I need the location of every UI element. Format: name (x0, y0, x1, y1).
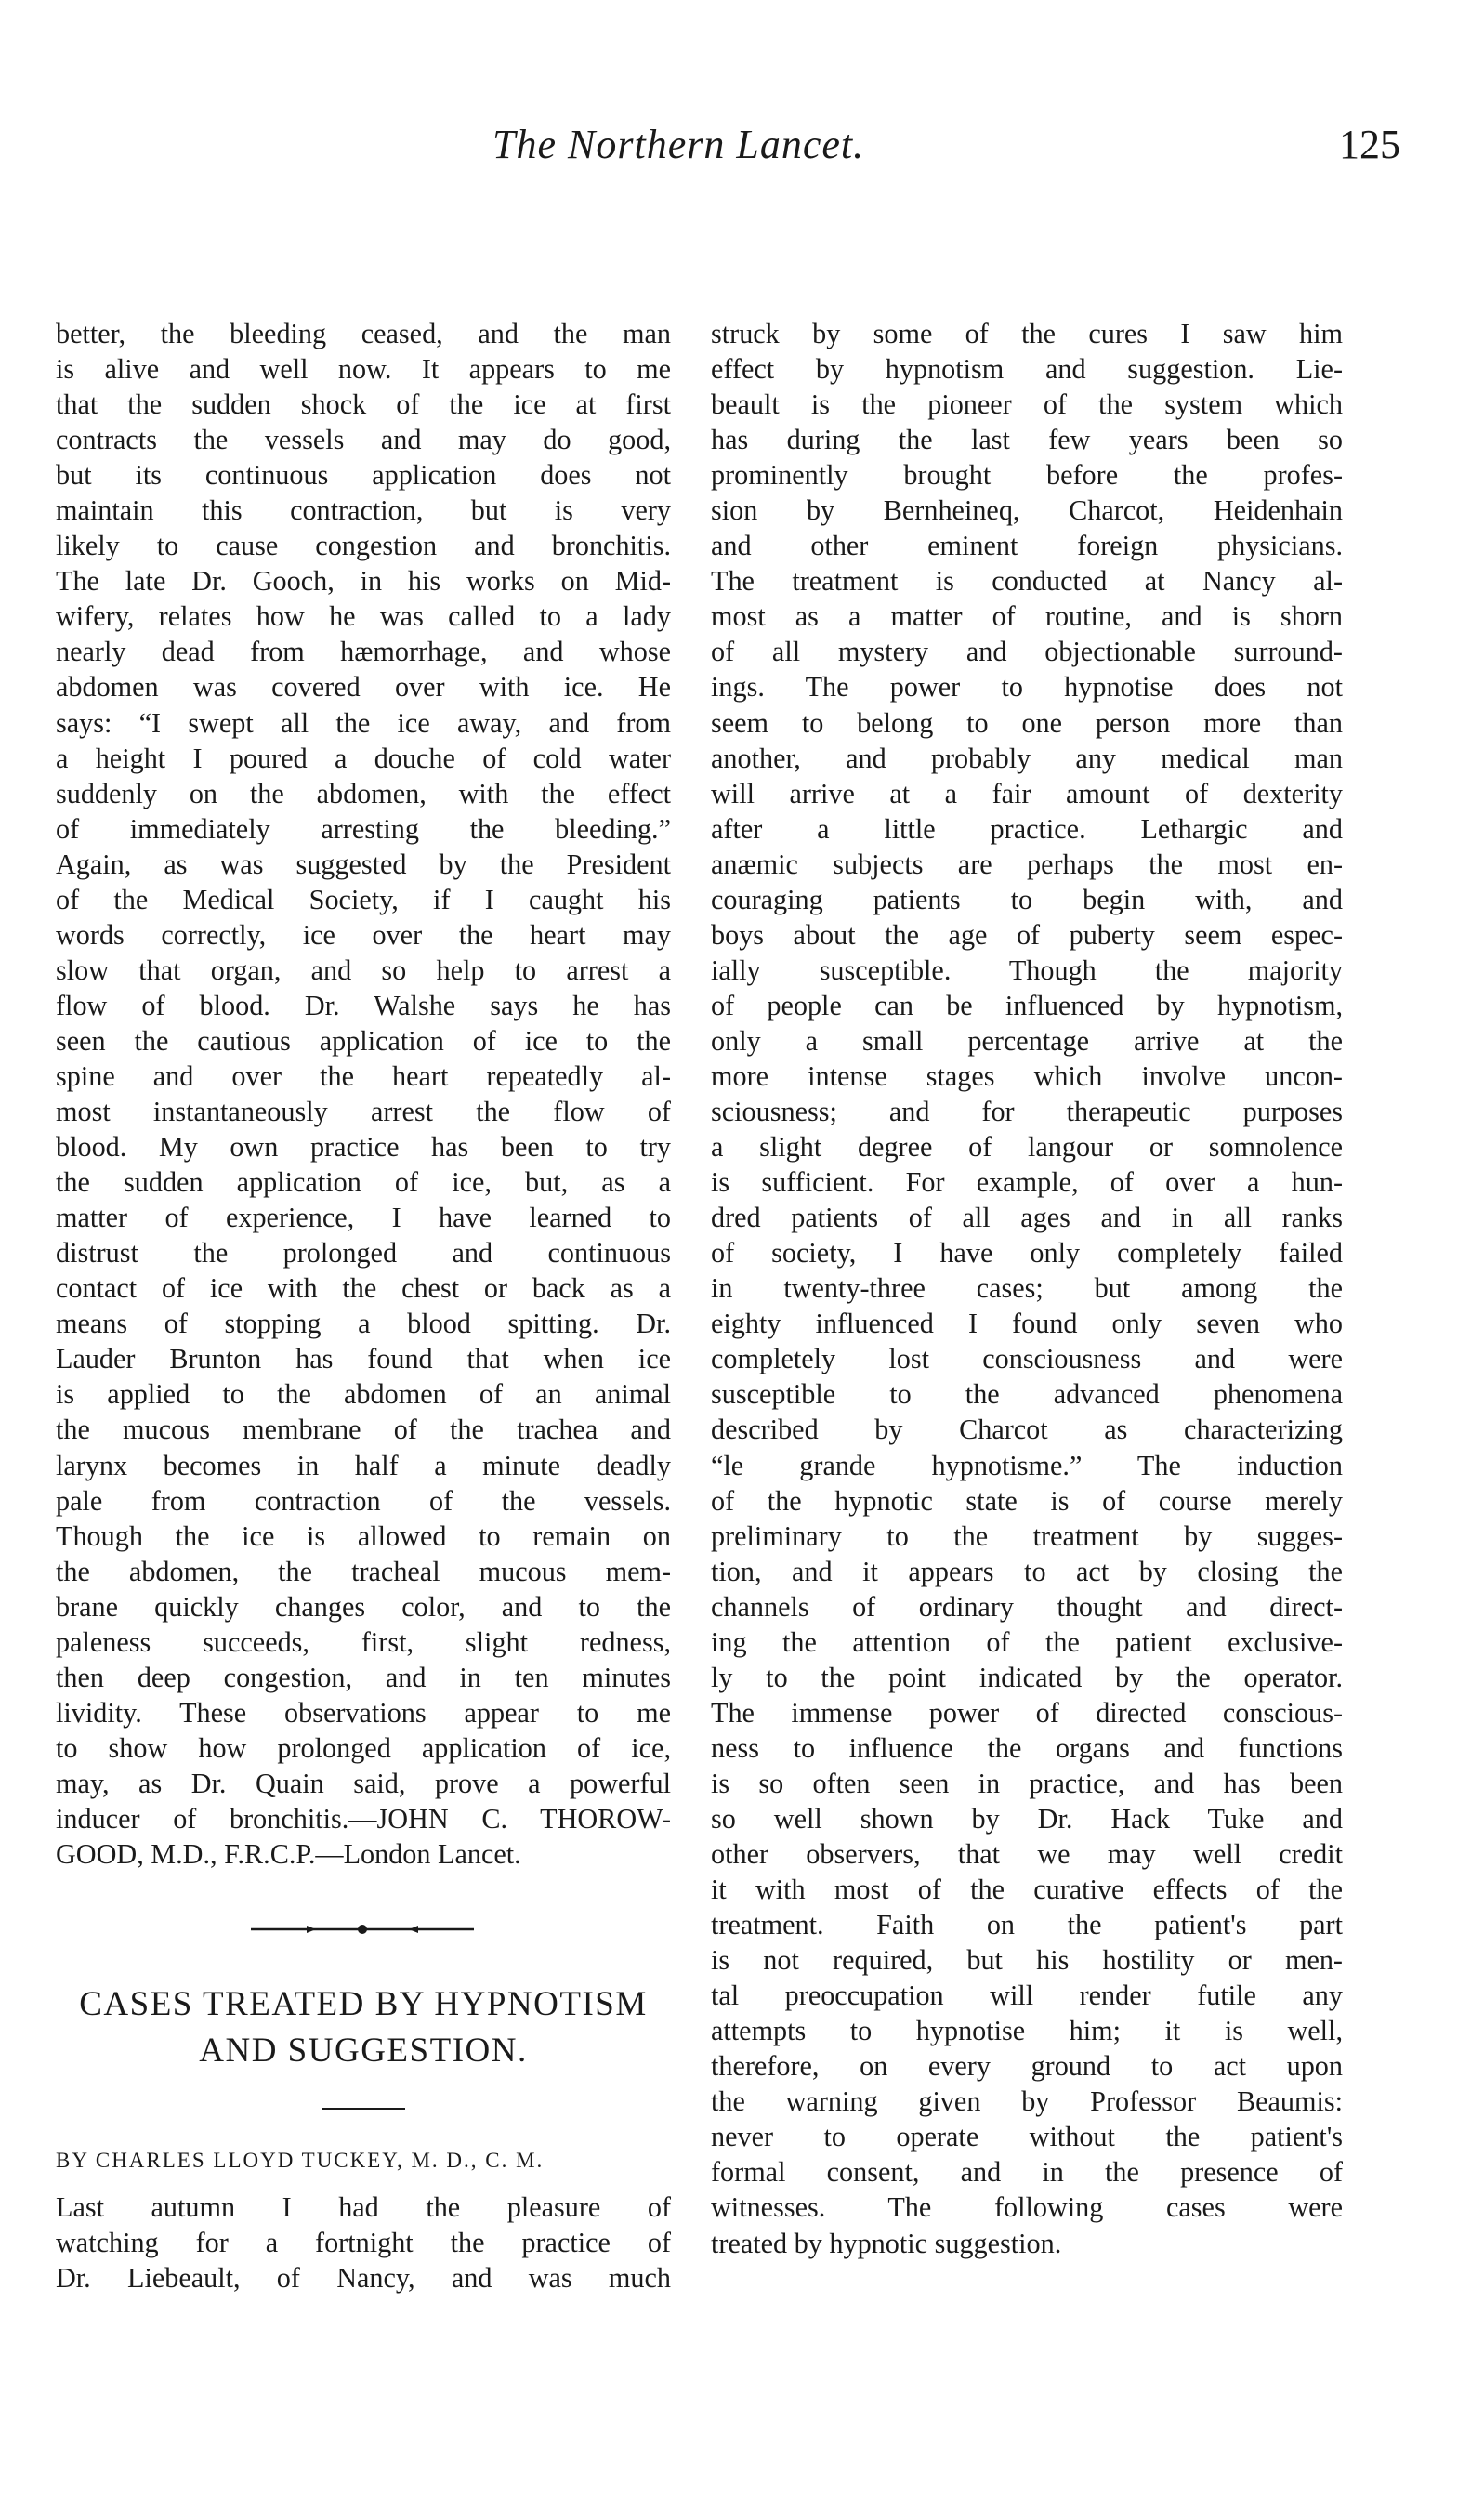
text-line: is alive and well now. It appears to me (56, 353, 671, 386)
text-line: never to operate without the patient's (711, 2121, 1343, 2153)
text-line: a height I poured a douche of cold water (56, 742, 671, 774)
text-line: wifery, relates how he was called to a lady (56, 600, 671, 633)
text-line: likely to cause congestion and bronchitis. (56, 530, 671, 562)
right-column (711, 316, 1343, 2261)
text-line: of people can be influenced by hypnotism, (711, 989, 1343, 1021)
text-line: says: “I swept all the ice away, and from (56, 706, 671, 739)
text-line: of all mystery and objectionable surround- (711, 636, 1343, 668)
text-line: beault is the pioneer of the system which (711, 388, 1343, 421)
text-line: most instantaneously arrest the flow of (56, 1096, 671, 1128)
text-line: sion by Bernheineq, Charcot, Heidenhain (711, 494, 1343, 527)
article-opening-text (56, 2190, 671, 2295)
text-line: Last autumn I had the pleasure of (56, 2191, 671, 2224)
text-line: maintain this contraction, but is very (56, 494, 671, 527)
text-line: only a small percentage arrive at the (711, 1024, 1343, 1057)
text-line: seen the cautious application of ice to the (56, 1024, 671, 1057)
text-line: Though the ice is allowed to remain on (56, 1519, 671, 1552)
text-line: means of stopping a blood spitting. Dr. (56, 1308, 671, 1340)
text-line: contracts the vessels and may do good, (56, 424, 671, 456)
text-line: brane quickly changes color, and to the (56, 1590, 671, 1623)
text-line: but its continuous application does not (56, 459, 671, 492)
text-line: attempts to hypnotise him; it is well, (711, 2015, 1343, 2047)
text-line: dred patients of all ages and in all ranks (711, 1202, 1343, 1234)
text-line: in twenty-three cases; but among the (711, 1272, 1343, 1305)
text-line: tion, and it appears to act by closing the (711, 1555, 1343, 1587)
text-line: ness to influence the organs and functions (711, 1731, 1343, 1764)
text-line: spine and over the heart repeatedly al- (56, 1059, 671, 1092)
text-line: better, the bleeding ceased, and the man (56, 318, 671, 349)
text-line: more intense stages which involve uncon- (711, 1059, 1343, 1092)
text-line: prominently brought before the profes- (711, 459, 1343, 492)
text-line: matter of experience, I have learned to (56, 1202, 671, 1234)
text-line: larynx becomes in half a minute deadly (56, 1449, 671, 1481)
text-line: channels of ordinary thought and direct- (711, 1590, 1343, 1623)
text-line: boys about the age of puberty seem espec- (711, 918, 1343, 951)
text-line: after a little practice. Lethargic and (711, 812, 1343, 845)
text-line: of immediately arresting the bleeding.” (56, 812, 671, 845)
text-line: described by Charcot as characterizing (711, 1414, 1343, 1446)
text-line: ing the attention of the patient exclusive- (711, 1625, 1343, 1658)
text-line: completely lost consciousness and were (711, 1343, 1343, 1375)
title-divider (322, 2108, 405, 2110)
text-line: will arrive at a fair amount of dexterity (711, 777, 1343, 809)
text-line: susceptible to the advanced phenomena (711, 1378, 1343, 1411)
text-line: pale from contraction of the vessels. (56, 1484, 671, 1517)
text-line: may, as Dr. Quain said, prove a powerful (56, 1767, 671, 1799)
text-line: of the hypnotic state is of course merely (711, 1484, 1343, 1517)
text-line: so well shown by Dr. Hack Tuke and (711, 1802, 1343, 1835)
text-line: most as a matter of routine, and is shorn (711, 600, 1343, 633)
left-column-text (56, 316, 671, 1872)
right-column-text (711, 316, 1343, 2261)
text-line: couraging patients to begin with, and (711, 883, 1343, 915)
text-line: it with most of the curative effects of the (711, 1874, 1343, 1906)
text-line: abdomen was covered over with ice. He (56, 671, 671, 704)
ornamental-divider (56, 1911, 671, 1948)
text-line: The immense power of directed conscious- (711, 1696, 1343, 1729)
text-line: is sufficient. For example, of over a hun- (711, 1166, 1343, 1199)
text-line: paleness succeeds, first, slight redness, (56, 1625, 671, 1658)
text-line: formal consent, and in the presence of (711, 2156, 1343, 2189)
text-line: is not required, but his hostility or men- (711, 1944, 1343, 1977)
text-line: The late Dr. Gooch, in his works on Mid- (56, 565, 671, 598)
text-line: a slight degree of langour or somnolence (711, 1131, 1343, 1164)
text-line: the mucous membrane of the trachea and (56, 1414, 671, 1446)
text-line: “le grande hypnotisme.” The induction (711, 1449, 1343, 1481)
text-line: effect by hypnotism and suggestion. Lie- (711, 353, 1343, 386)
text-line: another, and probably any medical man (711, 742, 1343, 774)
text-line: preliminary to the treatment by sugges- (711, 1519, 1343, 1552)
text-line: words correctly, ice over the heart may (56, 918, 671, 951)
text-line: eighty influenced I found only seven who (711, 1308, 1343, 1340)
text-line: The treatment is conducted at Nancy al- (711, 565, 1343, 598)
text-line: ings. The power to hypnotise does not (711, 671, 1343, 704)
text-line: other observers, that we may well credit (711, 1838, 1343, 1871)
text-line: blood. My own practice has been to try (56, 1131, 671, 1164)
text-line: the warning given by Professor Beaumis: (711, 2085, 1343, 2118)
text-line: witnesses. The following cases were (711, 2191, 1343, 2224)
text-line: is applied to the abdomen of an animal (56, 1378, 671, 1411)
text-line: struck by some of the cures I saw him (711, 318, 1343, 349)
text-line: of the Medical Society, if I caught his (56, 883, 671, 915)
text-line: Lauder Brunton has found that when ice (56, 1343, 671, 1375)
text-line: Again, as was suggested by the President (56, 848, 671, 880)
text-line: and other eminent foreign physicians. (711, 530, 1343, 562)
byline: BY CHARLES LLOYD TUCKEY, M. D., C. M. (56, 2149, 545, 2173)
text-line: to show how prolonged application of ice, (56, 1731, 671, 1764)
text-line: treatment. Faith on the patient's part (711, 1909, 1343, 1941)
text-line: suddenly on the abdomen, with the effect (56, 777, 671, 809)
text-line: sciousness; and for therapeutic purposes (711, 1096, 1343, 1128)
text-line: inducer of bronchitis.—JOHN C. THOROW- (56, 1802, 671, 1835)
page-header (0, 121, 1484, 177)
text-line: that the sudden shock of the ice at first (56, 388, 671, 421)
running-title: The Northern Lancet. (492, 122, 865, 167)
article-title (56, 1981, 671, 2074)
text-line: has during the last few years been so (711, 424, 1343, 456)
article-title-line-2: AND SUGGESTION. (199, 2032, 528, 2071)
left-column (56, 316, 671, 2295)
text-line: treated by hypnotic suggestion. (711, 2227, 1062, 2259)
text-line: then deep congestion, and in ten minutes (56, 1661, 671, 1693)
article-title-line-1: CASES TREATED BY HYPNOTISM (79, 1985, 648, 2024)
text-line: tal preoccupation will render futile any (711, 1979, 1343, 2012)
text-line: contact of ice with the chest or back as a (56, 1272, 671, 1305)
text-line: flow of blood. Dr. Walshe says he has (56, 989, 671, 1021)
text-line: slow that organ, and so help to arrest a (56, 954, 671, 986)
text-line: therefore, on every ground to act upon (711, 2050, 1343, 2083)
text-line: distrust the prolonged and continuous (56, 1237, 671, 1269)
text-line: seem to belong to one person more than (711, 706, 1343, 739)
text-line: lividity. These observations appear to me (56, 1696, 671, 1729)
text-line: GOOD, M.D., F.R.C.P.—London Lancet. (56, 1838, 521, 1871)
text-line: Dr. Liebeault, of Nancy, and was much (56, 2262, 671, 2295)
text-line: of society, I have only completely failed (711, 1237, 1343, 1269)
page-number: 125 (1339, 122, 1400, 167)
text-line: the sudden application of ice, but, as a (56, 1166, 671, 1199)
text-line: watching for a fortnight the practice of (56, 2227, 671, 2259)
text-line: the abdomen, the tracheal mucous mem- (56, 1555, 671, 1587)
text-line: is so often seen in practice, and has been (711, 1767, 1343, 1799)
text-line: ly to the point indicated by the operator. (711, 1661, 1343, 1693)
text-line: ially susceptible. Though the majority (711, 954, 1343, 986)
ornament-rule-icon (251, 1918, 474, 1940)
text-line: anæmic subjects are perhaps the most en- (711, 848, 1343, 880)
text-line: nearly dead from hæmorrhage, and whose (56, 636, 671, 668)
